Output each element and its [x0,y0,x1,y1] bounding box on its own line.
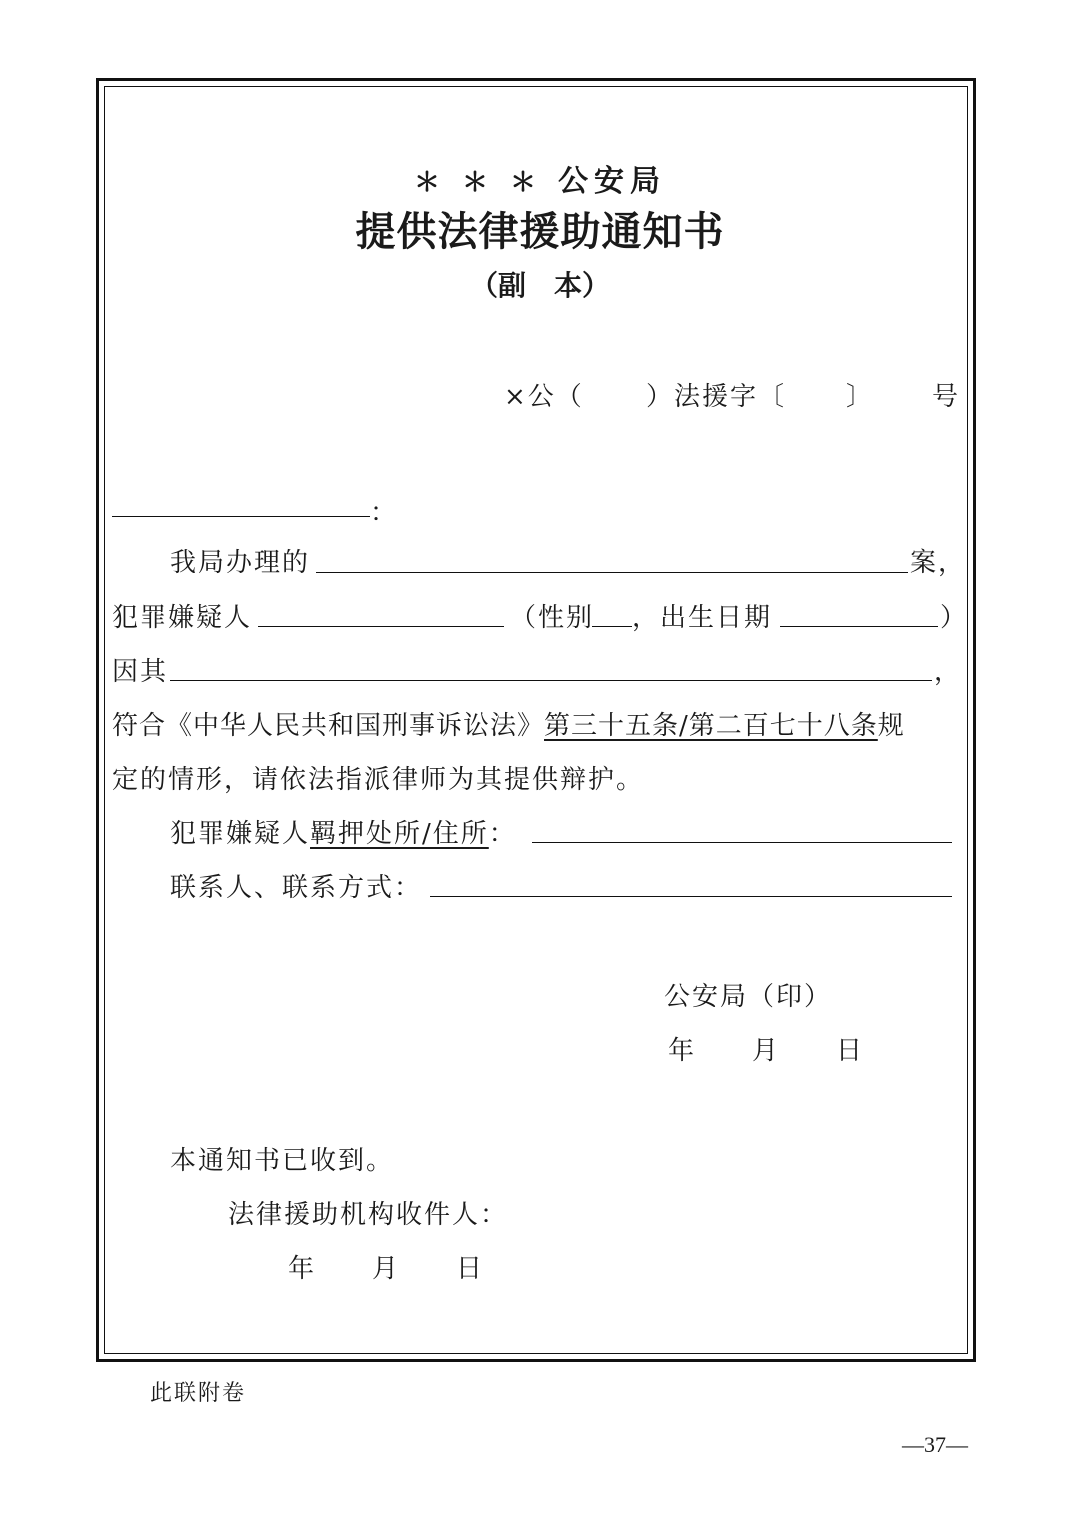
contact-blank[interactable] [430,896,952,897]
doc-number-prefix: ×公（ [504,382,584,412]
document-title: 提供法律援助通知书 [355,208,725,255]
request-line: 定的情形，请依法指派律师为其提供辩护。 [112,765,645,795]
agency-placeholder-stars: ＊＊＊ [413,168,558,198]
reason-label: 因其 [112,657,169,687]
custody-options: 羁押处所/住所 [310,819,489,849]
doc-number-suffix: 号 [932,382,961,412]
gender-label: （性别 [510,603,595,633]
suspect-name-blank[interactable] [258,626,504,627]
issuing-agency [0,156,1080,200]
contact-label: 联系人、联系方式： [170,873,423,903]
birth-date-label: ，出生日期 [632,603,773,633]
gender-blank[interactable] [592,626,632,627]
legal-basis-prefix: 符合《中华人民共和国刑事诉讼法》 [112,711,545,741]
birth-date-blank[interactable] [780,626,938,627]
issue-date: 年 月 日 [668,1036,865,1066]
case-line-prefix: 我局办理的 [170,548,311,578]
doc-number-bracket-close: 〕 [846,382,875,412]
reason-line-suffix: ， [934,657,963,687]
line2-close-paren: ） [940,603,969,633]
salutation-colon: ： [370,498,399,528]
custody-prefix: 犯罪嫌疑人 [170,819,311,849]
custody-location-blank[interactable] [532,842,952,843]
page-number: —37— [902,1432,968,1457]
case-name-blank[interactable] [316,572,908,573]
reason-blank[interactable] [170,680,932,681]
agency-seal: 公安局（印） [664,982,833,1012]
custody-colon: ： [488,819,517,849]
legal-basis-suffix: 规 [877,711,905,741]
agency-name: 公安局 [558,164,666,199]
legal-basis-line [112,705,905,742]
case-line-suffix: 案， [910,548,967,578]
doc-number-middle: ）法援字〔 [646,382,787,412]
addressee-blank[interactable] [112,516,370,517]
legal-basis-articles: 第三十五条/第二百七十八条 [544,711,878,741]
suspect-label: 犯罪嫌疑人 [112,603,253,633]
custody-location-label [170,813,517,850]
receiver-label: 法律援助机构收件人： [228,1200,509,1230]
copy-label: （副 本） [469,269,610,302]
receipt-date: 年 月 日 [288,1254,485,1284]
archive-note: 此联附卷 [150,1381,247,1406]
receipt-confirmation: 本通知书已收到。 [170,1146,395,1176]
